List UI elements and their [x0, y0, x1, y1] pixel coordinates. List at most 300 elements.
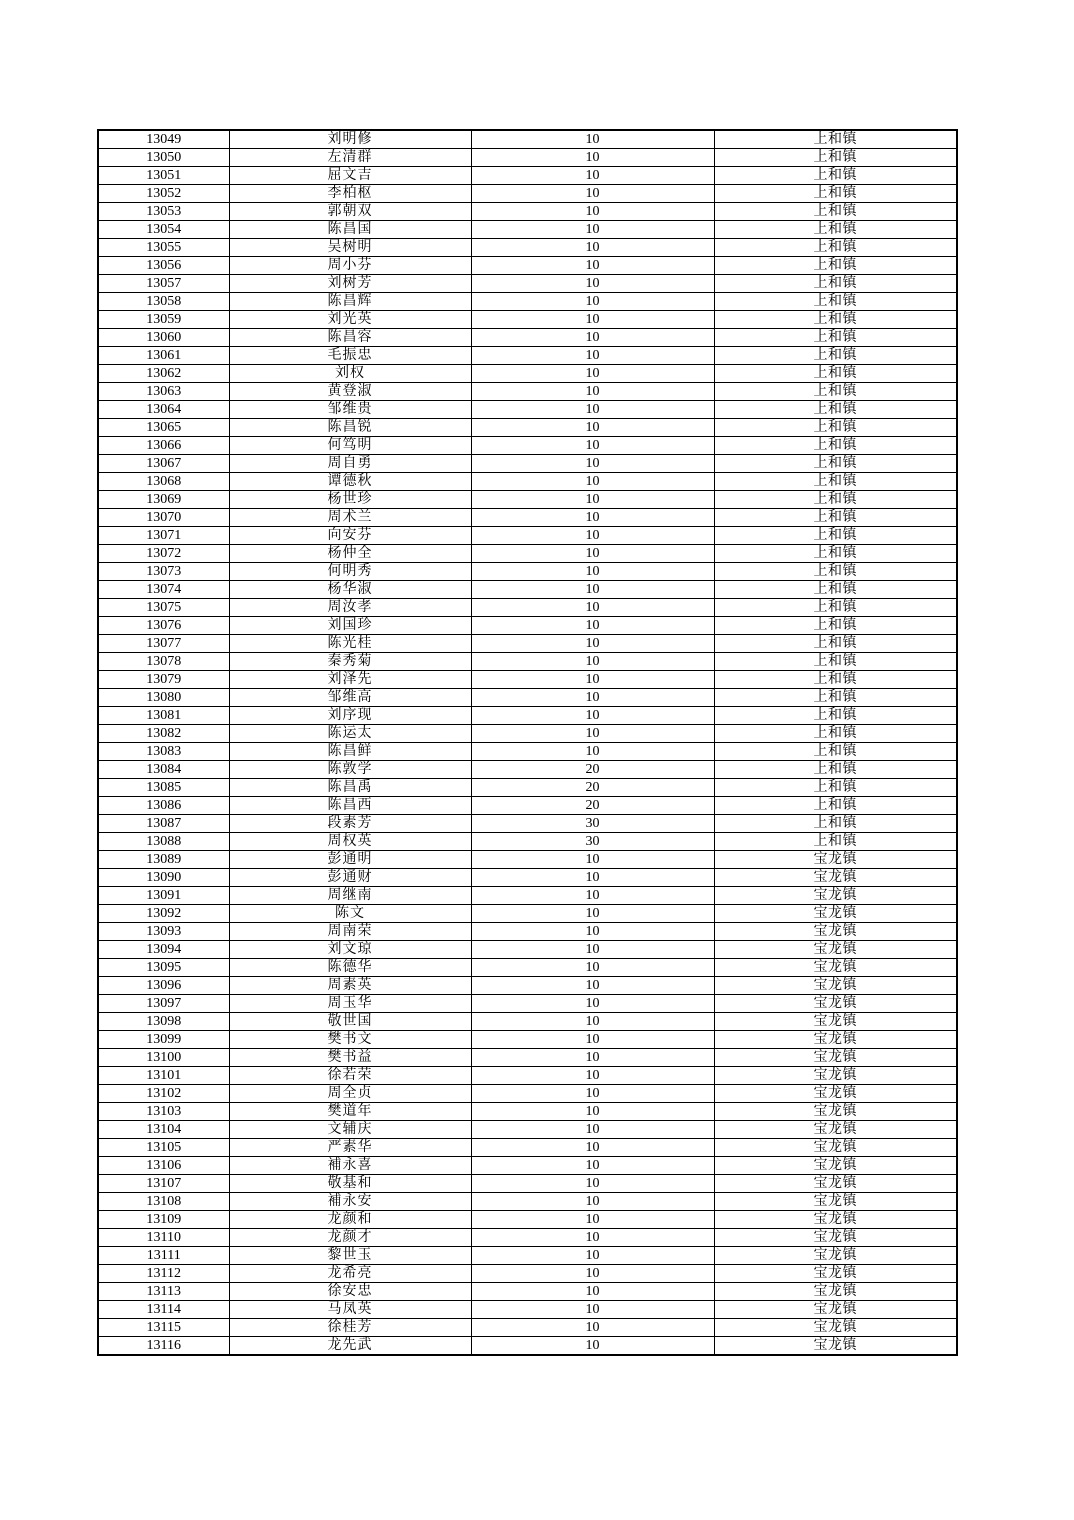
name-cell: 杨仲全 — [229, 545, 471, 563]
row-id-cell: 13052 — [98, 185, 229, 203]
name-cell: 刘明修 — [229, 130, 471, 149]
name-cell: 杨华淑 — [229, 581, 471, 599]
amount-cell: 10 — [471, 329, 714, 347]
amount-cell: 10 — [471, 617, 714, 635]
name-cell: 補永安 — [229, 1193, 471, 1211]
town-cell: 上和镇 — [714, 779, 957, 797]
amount-cell: 10 — [471, 671, 714, 689]
name-cell: 刘国珍 — [229, 617, 471, 635]
row-id-cell: 13064 — [98, 401, 229, 419]
table-row — [98, 329, 957, 347]
name-cell: 補永喜 — [229, 1157, 471, 1175]
table-body — [98, 130, 957, 1355]
name-cell: 陈敦学 — [229, 761, 471, 779]
row-id-cell: 13106 — [98, 1157, 229, 1175]
town-cell: 上和镇 — [714, 617, 957, 635]
town-cell: 宝龙镇 — [714, 1121, 957, 1139]
name-cell: 谭德秋 — [229, 473, 471, 491]
name-cell: 陈文 — [229, 905, 471, 923]
row-id-cell: 13089 — [98, 851, 229, 869]
amount-cell: 10 — [471, 995, 714, 1013]
town-cell: 宝龙镇 — [714, 887, 957, 905]
row-id-cell: 13110 — [98, 1229, 229, 1247]
town-cell: 上和镇 — [714, 761, 957, 779]
town-cell: 上和镇 — [714, 311, 957, 329]
row-id-cell: 13076 — [98, 617, 229, 635]
town-cell: 上和镇 — [714, 743, 957, 761]
amount-cell: 10 — [471, 311, 714, 329]
amount-cell: 10 — [471, 707, 714, 725]
table-row — [98, 1031, 957, 1049]
name-cell: 周继南 — [229, 887, 471, 905]
name-cell: 樊书文 — [229, 1031, 471, 1049]
town-cell: 上和镇 — [714, 815, 957, 833]
row-id-cell: 13072 — [98, 545, 229, 563]
table-row — [98, 887, 957, 905]
amount-cell: 10 — [471, 1193, 714, 1211]
name-cell: 刘序现 — [229, 707, 471, 725]
table-row — [98, 167, 957, 185]
table-row — [98, 1175, 957, 1193]
name-cell: 徐安忠 — [229, 1283, 471, 1301]
amount-cell: 10 — [471, 581, 714, 599]
table-row — [98, 635, 957, 653]
amount-cell: 10 — [471, 941, 714, 959]
amount-cell: 10 — [471, 1085, 714, 1103]
name-cell: 陈昌容 — [229, 329, 471, 347]
name-cell: 刘权 — [229, 365, 471, 383]
row-id-cell: 13050 — [98, 149, 229, 167]
amount-cell: 10 — [471, 1121, 714, 1139]
table-row — [98, 995, 957, 1013]
table-row — [98, 527, 957, 545]
row-id-cell: 13065 — [98, 419, 229, 437]
name-cell: 陈昌辉 — [229, 293, 471, 311]
town-cell: 宝龙镇 — [714, 1067, 957, 1085]
row-id-cell: 13092 — [98, 905, 229, 923]
amount-cell: 10 — [471, 1229, 714, 1247]
table-row — [98, 149, 957, 167]
amount-cell: 10 — [471, 167, 714, 185]
name-cell: 屈文吉 — [229, 167, 471, 185]
town-cell: 上和镇 — [714, 130, 957, 149]
name-cell: 段素芳 — [229, 815, 471, 833]
row-id-cell: 13049 — [98, 130, 229, 149]
town-cell: 宝龙镇 — [714, 1229, 957, 1247]
town-cell: 宝龙镇 — [714, 1247, 957, 1265]
town-cell: 宝龙镇 — [714, 1175, 957, 1193]
table-row — [98, 1301, 957, 1319]
amount-cell: 10 — [471, 923, 714, 941]
table-row — [98, 1103, 957, 1121]
town-cell: 宝龙镇 — [714, 1103, 957, 1121]
amount-cell: 10 — [471, 653, 714, 671]
amount-cell: 10 — [471, 977, 714, 995]
name-cell: 徐若荣 — [229, 1067, 471, 1085]
town-cell: 宝龙镇 — [714, 1193, 957, 1211]
table-row — [98, 347, 957, 365]
name-cell: 徐桂芳 — [229, 1319, 471, 1337]
town-cell: 宝龙镇 — [714, 869, 957, 887]
row-id-cell: 13109 — [98, 1211, 229, 1229]
amount-cell: 10 — [471, 959, 714, 977]
name-cell: 马凤英 — [229, 1301, 471, 1319]
row-id-cell: 13107 — [98, 1175, 229, 1193]
table-row — [98, 1085, 957, 1103]
row-id-cell: 13073 — [98, 563, 229, 581]
table-row — [98, 1121, 957, 1139]
row-id-cell: 13087 — [98, 815, 229, 833]
amount-cell: 10 — [471, 689, 714, 707]
table-row — [98, 293, 957, 311]
table-row — [98, 581, 957, 599]
table-row — [98, 275, 957, 293]
name-cell: 陈昌西 — [229, 797, 471, 815]
table-row — [98, 1211, 957, 1229]
town-cell: 上和镇 — [714, 599, 957, 617]
table-row — [98, 905, 957, 923]
amount-cell: 10 — [471, 239, 714, 257]
amount-cell: 10 — [471, 1031, 714, 1049]
row-id-cell: 13078 — [98, 653, 229, 671]
town-cell: 上和镇 — [714, 581, 957, 599]
town-cell: 上和镇 — [714, 221, 957, 239]
amount-cell: 20 — [471, 797, 714, 815]
table-row — [98, 1139, 957, 1157]
name-cell: 严素华 — [229, 1139, 471, 1157]
town-cell: 上和镇 — [714, 455, 957, 473]
amount-cell: 10 — [471, 347, 714, 365]
name-cell: 左清群 — [229, 149, 471, 167]
name-cell: 杨世珍 — [229, 491, 471, 509]
data-table — [97, 129, 958, 1356]
table-row — [98, 977, 957, 995]
row-id-cell: 13068 — [98, 473, 229, 491]
town-cell: 宝龙镇 — [714, 1085, 957, 1103]
row-id-cell: 13066 — [98, 437, 229, 455]
amount-cell: 10 — [471, 1067, 714, 1085]
name-cell: 龙希亮 — [229, 1265, 471, 1283]
amount-cell: 10 — [471, 1139, 714, 1157]
row-id-cell: 13085 — [98, 779, 229, 797]
table-row — [98, 797, 957, 815]
table-row — [98, 365, 957, 383]
town-cell: 上和镇 — [714, 689, 957, 707]
town-cell: 上和镇 — [714, 149, 957, 167]
name-cell: 敬世国 — [229, 1013, 471, 1031]
row-id-cell: 13113 — [98, 1283, 229, 1301]
name-cell: 黄登淑 — [229, 383, 471, 401]
table-row — [98, 257, 957, 275]
town-cell: 上和镇 — [714, 167, 957, 185]
town-cell: 上和镇 — [714, 833, 957, 851]
table-row — [98, 653, 957, 671]
table-row — [98, 473, 957, 491]
town-cell: 上和镇 — [714, 293, 957, 311]
row-id-cell: 13102 — [98, 1085, 229, 1103]
row-id-cell: 13067 — [98, 455, 229, 473]
town-cell: 上和镇 — [714, 437, 957, 455]
row-id-cell: 13101 — [98, 1067, 229, 1085]
name-cell: 周权英 — [229, 833, 471, 851]
amount-cell: 10 — [471, 365, 714, 383]
town-cell: 宝龙镇 — [714, 1301, 957, 1319]
town-cell: 宝龙镇 — [714, 977, 957, 995]
table-row — [98, 130, 957, 149]
amount-cell: 10 — [471, 1049, 714, 1067]
row-id-cell: 13071 — [98, 527, 229, 545]
row-id-cell: 13051 — [98, 167, 229, 185]
name-cell: 周自勇 — [229, 455, 471, 473]
amount-cell: 10 — [471, 635, 714, 653]
table-row — [98, 707, 957, 725]
table-row — [98, 725, 957, 743]
town-cell: 上和镇 — [714, 239, 957, 257]
name-cell: 龙先武 — [229, 1337, 471, 1356]
town-cell: 宝龙镇 — [714, 1337, 957, 1356]
table-row — [98, 599, 957, 617]
row-id-cell: 13086 — [98, 797, 229, 815]
table-row — [98, 1229, 957, 1247]
name-cell: 樊道年 — [229, 1103, 471, 1121]
amount-cell: 10 — [471, 1211, 714, 1229]
town-cell: 宝龙镇 — [714, 1049, 957, 1067]
amount-cell: 10 — [471, 905, 714, 923]
town-cell: 上和镇 — [714, 671, 957, 689]
town-cell: 上和镇 — [714, 725, 957, 743]
amount-cell: 10 — [471, 887, 714, 905]
table-row — [98, 617, 957, 635]
row-id-cell: 13069 — [98, 491, 229, 509]
name-cell: 邹维高 — [229, 689, 471, 707]
row-id-cell: 13074 — [98, 581, 229, 599]
row-id-cell: 13095 — [98, 959, 229, 977]
amount-cell: 30 — [471, 833, 714, 851]
row-id-cell: 13062 — [98, 365, 229, 383]
row-id-cell: 13056 — [98, 257, 229, 275]
table-row — [98, 221, 957, 239]
amount-cell: 10 — [471, 185, 714, 203]
table-row — [98, 671, 957, 689]
amount-cell: 10 — [471, 509, 714, 527]
table-row — [98, 1247, 957, 1265]
town-cell: 宝龙镇 — [714, 1031, 957, 1049]
row-id-cell: 13059 — [98, 311, 229, 329]
town-cell: 上和镇 — [714, 275, 957, 293]
town-cell: 宝龙镇 — [714, 1211, 957, 1229]
row-id-cell: 13083 — [98, 743, 229, 761]
name-cell: 敬基和 — [229, 1175, 471, 1193]
town-cell: 上和镇 — [714, 635, 957, 653]
table-row — [98, 1157, 957, 1175]
table-row — [98, 185, 957, 203]
table-row — [98, 959, 957, 977]
row-id-cell: 13084 — [98, 761, 229, 779]
amount-cell: 10 — [471, 725, 714, 743]
amount-cell: 10 — [471, 1319, 714, 1337]
row-id-cell: 13093 — [98, 923, 229, 941]
table-row — [98, 1049, 957, 1067]
amount-cell: 10 — [471, 257, 714, 275]
town-cell: 宝龙镇 — [714, 905, 957, 923]
table-row — [98, 491, 957, 509]
amount-cell: 10 — [471, 1337, 714, 1356]
amount-cell: 20 — [471, 761, 714, 779]
amount-cell: 10 — [471, 1301, 714, 1319]
town-cell: 宝龙镇 — [714, 1319, 957, 1337]
name-cell: 向安芬 — [229, 527, 471, 545]
row-id-cell: 13077 — [98, 635, 229, 653]
name-cell: 陈昌国 — [229, 221, 471, 239]
row-id-cell: 13115 — [98, 1319, 229, 1337]
town-cell: 上和镇 — [714, 653, 957, 671]
name-cell: 秦秀菊 — [229, 653, 471, 671]
amount-cell: 10 — [471, 545, 714, 563]
amount-cell: 10 — [471, 130, 714, 149]
town-cell: 上和镇 — [714, 545, 957, 563]
table-row — [98, 419, 957, 437]
row-id-cell: 13058 — [98, 293, 229, 311]
name-cell: 毛振忠 — [229, 347, 471, 365]
town-cell: 上和镇 — [714, 329, 957, 347]
name-cell: 刘光英 — [229, 311, 471, 329]
amount-cell: 10 — [471, 491, 714, 509]
table-row — [98, 455, 957, 473]
town-cell: 宝龙镇 — [714, 995, 957, 1013]
row-id-cell: 13081 — [98, 707, 229, 725]
town-cell: 上和镇 — [714, 365, 957, 383]
amount-cell: 10 — [471, 275, 714, 293]
amount-cell: 10 — [471, 527, 714, 545]
table-row — [98, 815, 957, 833]
name-cell: 何笃明 — [229, 437, 471, 455]
table-row — [98, 923, 957, 941]
table-row — [98, 239, 957, 257]
row-id-cell: 13070 — [98, 509, 229, 527]
town-cell: 上和镇 — [714, 491, 957, 509]
amount-cell: 10 — [471, 1157, 714, 1175]
amount-cell: 10 — [471, 1175, 714, 1193]
name-cell: 陈光桂 — [229, 635, 471, 653]
table-row — [98, 833, 957, 851]
name-cell: 陈昌禹 — [229, 779, 471, 797]
table-row — [98, 1265, 957, 1283]
table-row — [98, 1337, 957, 1356]
town-cell: 宝龙镇 — [714, 923, 957, 941]
name-cell: 黎世玉 — [229, 1247, 471, 1265]
name-cell: 周小芬 — [229, 257, 471, 275]
row-id-cell: 13057 — [98, 275, 229, 293]
row-id-cell: 13080 — [98, 689, 229, 707]
amount-cell: 10 — [471, 401, 714, 419]
table-row — [98, 509, 957, 527]
name-cell: 文辅庆 — [229, 1121, 471, 1139]
town-cell: 上和镇 — [714, 509, 957, 527]
town-cell: 上和镇 — [714, 797, 957, 815]
table-row — [98, 1067, 957, 1085]
table-row — [98, 869, 957, 887]
name-cell: 刘文琼 — [229, 941, 471, 959]
table-row — [98, 851, 957, 869]
table-row — [98, 383, 957, 401]
town-cell: 宝龙镇 — [714, 1139, 957, 1157]
table-row — [98, 203, 957, 221]
town-cell: 上和镇 — [714, 185, 957, 203]
amount-cell: 10 — [471, 563, 714, 581]
row-id-cell: 13053 — [98, 203, 229, 221]
name-cell: 刘泽先 — [229, 671, 471, 689]
name-cell: 吴树明 — [229, 239, 471, 257]
amount-cell: 10 — [471, 473, 714, 491]
name-cell: 周玉华 — [229, 995, 471, 1013]
row-id-cell: 13108 — [98, 1193, 229, 1211]
amount-cell: 10 — [471, 1283, 714, 1301]
table-row — [98, 1193, 957, 1211]
town-cell: 上和镇 — [714, 203, 957, 221]
row-id-cell: 13082 — [98, 725, 229, 743]
town-cell: 上和镇 — [714, 473, 957, 491]
table-row — [98, 437, 957, 455]
table-row — [98, 311, 957, 329]
name-cell: 龙颜和 — [229, 1211, 471, 1229]
name-cell: 彭通财 — [229, 869, 471, 887]
town-cell: 上和镇 — [714, 347, 957, 365]
amount-cell: 10 — [471, 221, 714, 239]
row-id-cell: 13103 — [98, 1103, 229, 1121]
row-id-cell: 13112 — [98, 1265, 229, 1283]
town-cell: 上和镇 — [714, 383, 957, 401]
amount-cell: 10 — [471, 743, 714, 761]
town-cell: 上和镇 — [714, 563, 957, 581]
town-cell: 上和镇 — [714, 419, 957, 437]
town-cell: 上和镇 — [714, 527, 957, 545]
name-cell: 樊书益 — [229, 1049, 471, 1067]
row-id-cell: 13088 — [98, 833, 229, 851]
name-cell: 李柏枢 — [229, 185, 471, 203]
amount-cell: 30 — [471, 815, 714, 833]
table-row — [98, 563, 957, 581]
town-cell: 宝龙镇 — [714, 1157, 957, 1175]
town-cell: 宝龙镇 — [714, 1283, 957, 1301]
row-id-cell: 13099 — [98, 1031, 229, 1049]
row-id-cell: 13105 — [98, 1139, 229, 1157]
row-id-cell: 13079 — [98, 671, 229, 689]
amount-cell: 10 — [471, 1013, 714, 1031]
town-cell: 宝龙镇 — [714, 1013, 957, 1031]
row-id-cell: 13075 — [98, 599, 229, 617]
row-id-cell: 13100 — [98, 1049, 229, 1067]
row-id-cell: 13104 — [98, 1121, 229, 1139]
name-cell: 周全贞 — [229, 1085, 471, 1103]
town-cell: 宝龙镇 — [714, 1265, 957, 1283]
name-cell: 陈德华 — [229, 959, 471, 977]
name-cell: 周术兰 — [229, 509, 471, 527]
name-cell: 陈运太 — [229, 725, 471, 743]
row-id-cell: 13116 — [98, 1337, 229, 1356]
name-cell: 邹维贵 — [229, 401, 471, 419]
town-cell: 上和镇 — [714, 257, 957, 275]
table-row — [98, 689, 957, 707]
row-id-cell: 13061 — [98, 347, 229, 365]
name-cell: 龙颜才 — [229, 1229, 471, 1247]
town-cell: 宝龙镇 — [714, 959, 957, 977]
name-cell: 陈昌锐 — [229, 419, 471, 437]
table-row — [98, 1013, 957, 1031]
row-id-cell: 13091 — [98, 887, 229, 905]
amount-cell: 20 — [471, 779, 714, 797]
row-id-cell: 13090 — [98, 869, 229, 887]
row-id-cell: 13063 — [98, 383, 229, 401]
